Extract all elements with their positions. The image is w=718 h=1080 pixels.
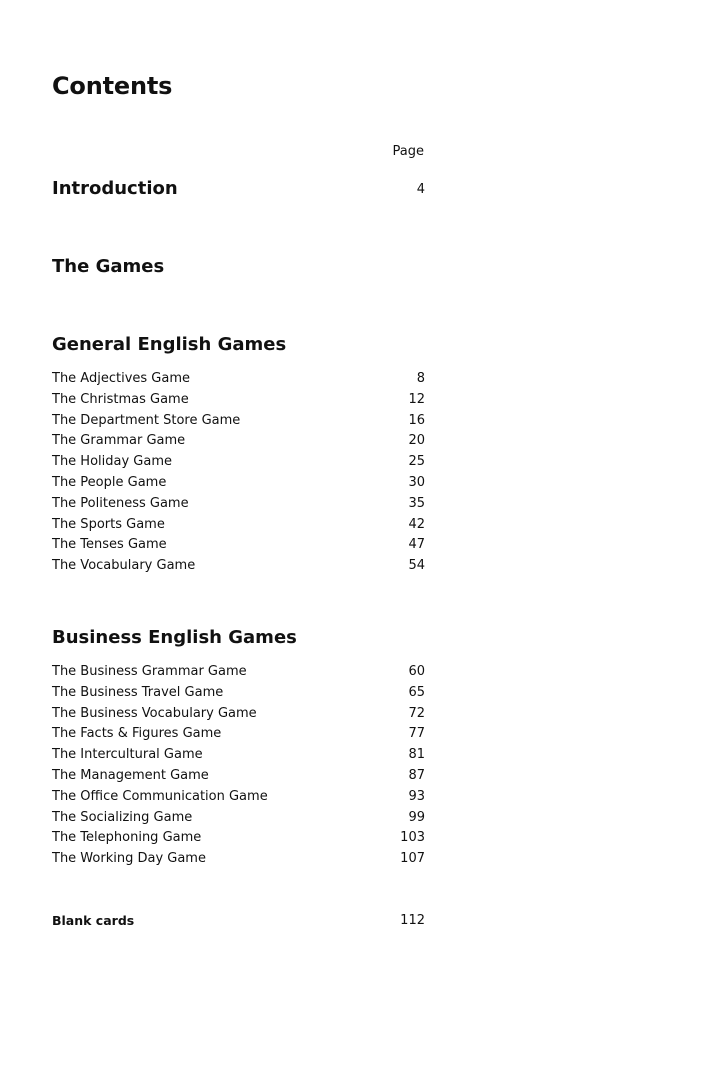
blank-cards-label: Blank cards [52, 913, 135, 928]
entry-page: 47 [408, 537, 425, 553]
business-english-list [52, 662, 425, 870]
entry-title: The Adjectives Game [52, 371, 190, 386]
list-item [52, 808, 425, 829]
entry-title: The Facts & Figures Game [52, 726, 222, 742]
entry-title: The Tenses Game [52, 537, 167, 553]
entry-page: 20 [408, 433, 425, 449]
entry-page: 81 [408, 747, 425, 763]
list-item [52, 411, 425, 432]
list-item [52, 745, 425, 766]
introduction-page: 4 [416, 182, 425, 197]
entry-title: The Grammar Game [52, 433, 186, 449]
list-item [52, 849, 425, 870]
list-item [52, 452, 425, 473]
business-english-heading: Business English Games [52, 627, 297, 648]
list-item [52, 662, 425, 683]
page-title: Contents [52, 72, 173, 100]
entry-page: 8 [416, 371, 425, 386]
general-english-heading: General English Games [52, 334, 287, 355]
entry-page: 103 [400, 830, 425, 846]
entry-page: 93 [408, 788, 425, 804]
list-item [52, 515, 425, 536]
list-item [52, 828, 425, 849]
list-item [52, 494, 425, 515]
entry-title: The Management Game [52, 767, 209, 783]
list-item [52, 683, 425, 704]
entry-title: The Socializing Game [52, 809, 193, 825]
entry-title: The Telephoning Game [52, 830, 202, 846]
entry-page: 12 [408, 391, 425, 407]
entry-title: The Vocabulary Game [52, 558, 196, 574]
the-games-heading: The Games [52, 256, 165, 277]
entry-page: 87 [408, 767, 425, 783]
entry-page: 42 [408, 516, 425, 532]
entry-page: 60 [408, 664, 425, 679]
entry-page: 72 [408, 705, 425, 721]
entry-title: The People Game [52, 474, 167, 490]
general-english-list [52, 369, 425, 577]
entry-page: 65 [408, 684, 425, 700]
entry-title: The Department Store Game [52, 412, 241, 428]
list-item [52, 704, 425, 725]
page-column-label: Page [392, 144, 424, 159]
entry-title: The Holiday Game [52, 454, 173, 470]
entry-title: The Business Grammar Game [52, 664, 247, 679]
entry-page: 25 [408, 454, 425, 470]
list-item [52, 724, 425, 745]
entry-title: The Business Travel Game [52, 684, 224, 700]
entry-page: 35 [408, 495, 425, 511]
entry-title: The Politeness Game [52, 495, 189, 511]
list-item [52, 431, 425, 452]
blank-cards-page: 112 [400, 913, 425, 928]
entry-page: 77 [408, 726, 425, 742]
entry-title: The Office Communication Game [52, 788, 268, 804]
list-item [52, 369, 425, 390]
entry-title: The Business Vocabulary Game [52, 705, 257, 721]
list-item [52, 473, 425, 494]
entry-page: 54 [408, 558, 425, 574]
list-item [52, 535, 425, 556]
entry-title: The Sports Game [52, 516, 165, 532]
entry-title: The Working Day Game [52, 851, 206, 867]
entry-page: 16 [408, 412, 425, 428]
entry-title: The Christmas Game [52, 391, 189, 407]
entry-page: 107 [400, 851, 425, 867]
list-item [52, 766, 425, 787]
introduction-heading: Introduction [52, 178, 178, 199]
entry-title: The Intercultural Game [52, 747, 203, 763]
entry-page: 30 [408, 474, 425, 490]
list-item [52, 556, 425, 577]
list-item [52, 390, 425, 411]
entry-page: 99 [408, 809, 425, 825]
list-item [52, 787, 425, 808]
